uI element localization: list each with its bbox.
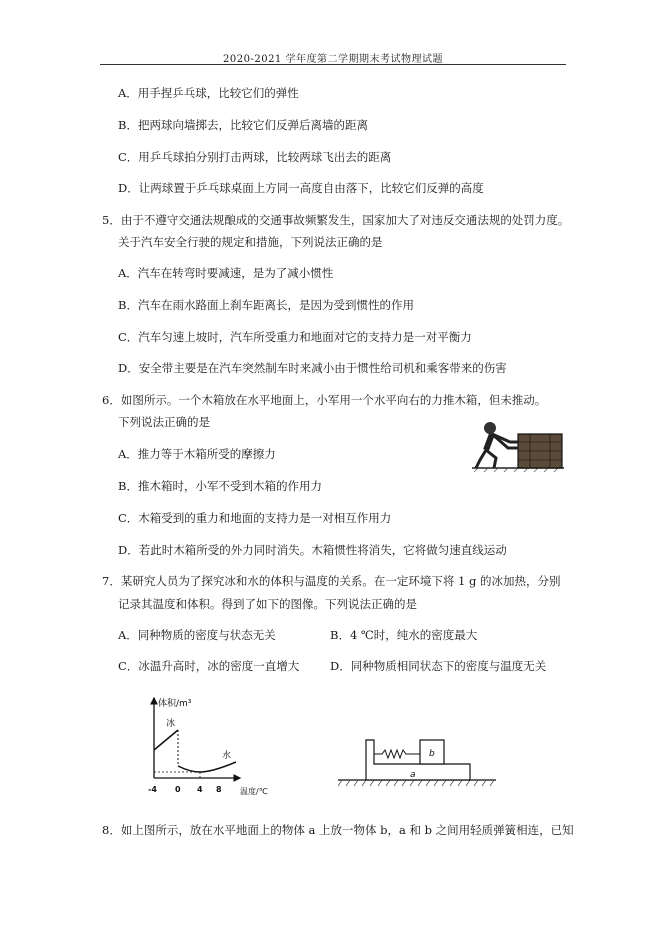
x-tick-label: -4 [148,785,157,794]
header-divider [100,64,566,65]
q4-option-b: B．把两球向墙掷去，比较它们反弹后离墙的距离 [118,118,368,132]
ice-curve [154,730,178,750]
q5-stem-line1: 5．由于不遵守交通法规酿成的交通事故频繁发生，国家加大了对违反交通法规的处罚力度。 [102,213,570,227]
q5-option-b: B．汽车在雨水路面上刹车距离长，是因为受到惯性的作用 [118,298,414,312]
block-a-label: a [410,770,416,780]
y-axis-label: 体积/m³ [158,699,192,709]
q5-option-c: C．汽车匀速上坡时，汽车所受重力和地面对它的支持力是一对平衡力 [118,330,472,344]
q6-option-d: D．若此时木箱所受的外力同时消失。木箱惯性将消失，它将做匀速直线运动 [118,543,507,557]
q6-option-a: A．推力等于木箱所受的摩擦力 [118,447,276,461]
q7-option-c: C．冰温升高时，冰的密度一直增大 [118,659,300,673]
q5-stem-line2: 关于汽车安全行驶的规定和措施，下列说法正确的是 [118,235,383,249]
q7-option-d: D．同种物质相同状态下的密度与温度无关 [330,659,547,673]
q4-option-a: A．用手捏乒乓球，比较它们的弹性 [118,86,299,100]
q7-option-a: A．同种物质的密度与状态无关 [118,628,276,642]
q7-option-b: B．4 ℃时，纯水的密度最大 [330,628,478,642]
q7-stem-line1: 7．某研究人员为了探究冰和水的体积与温度的关系。在一定环境下将 1 g 的冰加热，分别 [102,574,561,588]
spring-blocks-diagram [338,728,498,792]
x-tick-label: 4 [197,785,203,794]
x-tick-label: 0 [175,785,181,794]
q6-stem-line2: 下列说法正确的是 [118,415,210,429]
x-tick-label: 8 [216,785,222,794]
q8-stem-line1: 8．如上图所示，放在水平地面上的物体 a 上放一物体 b，a 和 b 之间用轻质弹簧相连，已知 [102,823,574,837]
q7-stem-line2: 记录其温度和体积。得到了如下的图像。下列说法正确的是 [118,597,417,611]
q4-option-d: D．让两球置于乒乓球桌面上方同一高度自由落下，比较它们反弹的高度 [118,181,484,195]
q6-option-b: B．推木箱时，小军不受到木箱的作用力 [118,479,322,493]
q5-option-a: A．汽车在转弯时要减速，是为了减小惯性 [118,266,334,280]
page-header: 2020-2021 学年度第二学期期末考试物理试题 [223,54,443,65]
boy-pushing-box-figure [470,416,566,472]
x-axis-label: 温度/℃ [240,787,268,796]
q6-option-c: C．木箱受到的重力和地面的支持力是一对相互作用力 [118,511,392,525]
block-a [366,740,470,780]
q6-stem-line1: 6．如图所示。一个木箱放在水平地面上，小军用一个水平向右的力推木箱，但未推动。 [102,393,547,407]
water-curve [178,762,236,772]
volume-temperature-graph [140,692,270,800]
block-b-label: b [429,749,435,759]
q5-option-d: D．安全带主要是在汽车突然制车时来减小由于惯性给司机和乘客带来的伤害 [118,361,507,375]
water-label: 水 [222,751,232,761]
q4-option-c: C．用乒乓球拍分别打击两球，比较两球飞出去的距离 [118,150,392,164]
spring [374,750,420,758]
ice-label: 冰 [166,719,176,729]
